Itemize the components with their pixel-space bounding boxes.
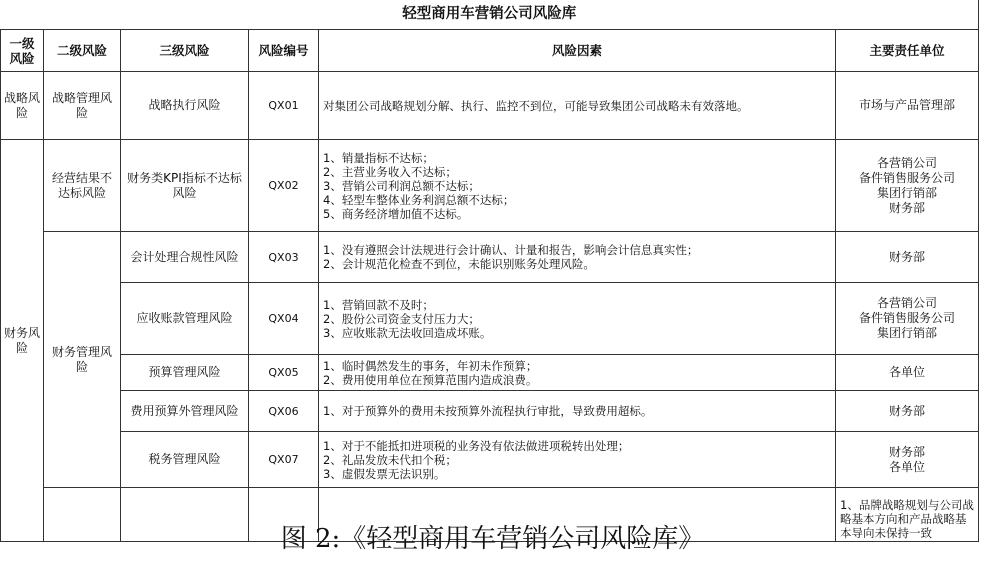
- unit-line: 各单位: [889, 365, 926, 379]
- unit-line: 各营销公司: [877, 296, 938, 310]
- table-row: [1, 140, 979, 232]
- header-unit: 主要责任单位: [836, 30, 979, 72]
- header-level1: 一级风险: [1, 30, 44, 72]
- cell-code: QX07: [249, 432, 319, 488]
- cell-level3: 预算管理风险: [121, 355, 249, 391]
- factor-line: 3、应收账款无法收回造成坏账。: [323, 325, 492, 340]
- cell-factors: [319, 432, 836, 488]
- unit-line: 集团行销部: [877, 185, 938, 200]
- cell-unit: [836, 232, 979, 283]
- unit-line: 财务部: [889, 249, 926, 264]
- cell-level1: 战略风险: [1, 72, 44, 140]
- factor-line: 1、对于预算外的费用未按预算外流程执行审批，导致费用超标。: [323, 404, 653, 418]
- table-title: 轻型商用车营销公司风险库: [1, 0, 979, 30]
- unit-line: 财务部: [889, 444, 926, 459]
- table-row: [1, 232, 979, 283]
- cell-unit: [836, 391, 979, 432]
- cell-code: QX04: [249, 283, 319, 355]
- cell-level3: 应收账款管理风险: [121, 283, 249, 355]
- table-row: [1, 72, 979, 140]
- cell-code: QX01: [249, 72, 319, 140]
- table-row: [1, 391, 979, 432]
- factor-line: 1、临时偶然发生的事务，年初未作预算；: [323, 358, 538, 373]
- factor-line: 3、虚假发票无法识别。: [323, 466, 446, 481]
- cell-level2: 财务管理风险: [44, 232, 121, 488]
- factor-line: 3、营销公司利润总额不达标；: [323, 178, 480, 193]
- cell-level1: 财务风险: [1, 140, 44, 542]
- cell-unit: [836, 140, 979, 232]
- unit-line: 财务部: [889, 200, 926, 215]
- cell-factors: [319, 72, 836, 140]
- factor-line: 1、对于不能抵扣进项税的业务没有依法做进项税转出处理；: [323, 438, 630, 453]
- cell-factors: [319, 355, 836, 391]
- unit-line: 各单位: [889, 459, 926, 474]
- factor-line: 1、营销回款不及时；: [323, 297, 434, 312]
- cell-unit: [836, 355, 979, 391]
- unit-line: 备件销售服务公司: [859, 170, 956, 185]
- cell-code: QX03: [249, 232, 319, 283]
- factor-line: 2、费用使用单位在预算范围内造成浪费。: [323, 372, 538, 387]
- cell-unit: [836, 72, 979, 140]
- cell-unit: [836, 283, 979, 355]
- header-level2: 二级风险: [44, 30, 121, 72]
- cell-code: QX06: [249, 391, 319, 432]
- cell-level2: 战略管理风险: [44, 72, 121, 140]
- header-code: 风险编号: [249, 30, 319, 72]
- factor-line: 2、主营业务收入不达标；: [323, 164, 457, 179]
- table-row: [1, 355, 979, 391]
- table-row: [1, 432, 979, 488]
- cell-factors: [319, 391, 836, 432]
- factor-line: 2、股份公司资金支付压力大；: [323, 311, 480, 326]
- cell-level3: 战略执行风险: [121, 72, 249, 140]
- factor-line: 1、销量指标不达标；: [323, 150, 434, 165]
- factor-line: 对集团公司战略规划分解、执行、监控不到位，可能导致集团公司战略未有效落地。: [323, 98, 749, 113]
- factor-line: 1、品牌战略规划与公司战略基本方向和产品战略基本导向未保持一致: [840, 498, 974, 540]
- unit-line: 各营销公司: [877, 155, 938, 170]
- unit-line: 备件销售服务公司: [859, 311, 956, 325]
- title-row: [1, 0, 979, 30]
- factor-line: 4、轻型车整体业务利润总额不达标；: [323, 192, 515, 207]
- unit-line: 财务部: [889, 403, 926, 418]
- cell-level3: 会计处理合规性风险: [121, 232, 249, 283]
- cell-code: QX05: [249, 355, 319, 391]
- header-factors: 风险因素: [319, 30, 836, 72]
- cell-level3: 税务管理风险: [121, 432, 249, 488]
- factor-line: 5、商务经济增加值不达标。: [323, 206, 469, 221]
- figure-caption: 图 2:《轻型商用车营销公司风险库》: [280, 524, 705, 554]
- cell-factors: [319, 140, 836, 232]
- cell-factors: [319, 283, 836, 355]
- factor-line: 1、没有遵照会计法规进行会计确认、计量和报告，影响会计信息真实性；: [323, 243, 699, 257]
- factor-line: 2、会计规范化检查不到位，未能识别账务处理风险。: [323, 257, 595, 271]
- cell-level3: 财务类KPI指标不达标风险: [121, 140, 249, 232]
- factor-line: 2、礼品发放未代扣个税；: [323, 452, 457, 467]
- cell-factors: [319, 232, 836, 283]
- header-row: [1, 30, 979, 72]
- table-row: [1, 283, 979, 355]
- cell-level3: 费用预算外管理风险: [121, 391, 249, 432]
- unit-line: 市场与产品管理部: [859, 98, 956, 112]
- unit-line: 集团行销部: [877, 326, 938, 340]
- cell-code: QX02: [249, 140, 319, 232]
- header-level3: 三级风险: [121, 30, 249, 72]
- cell-level2: 经营结果不达标风险: [44, 140, 121, 232]
- cell-unit: [836, 432, 979, 488]
